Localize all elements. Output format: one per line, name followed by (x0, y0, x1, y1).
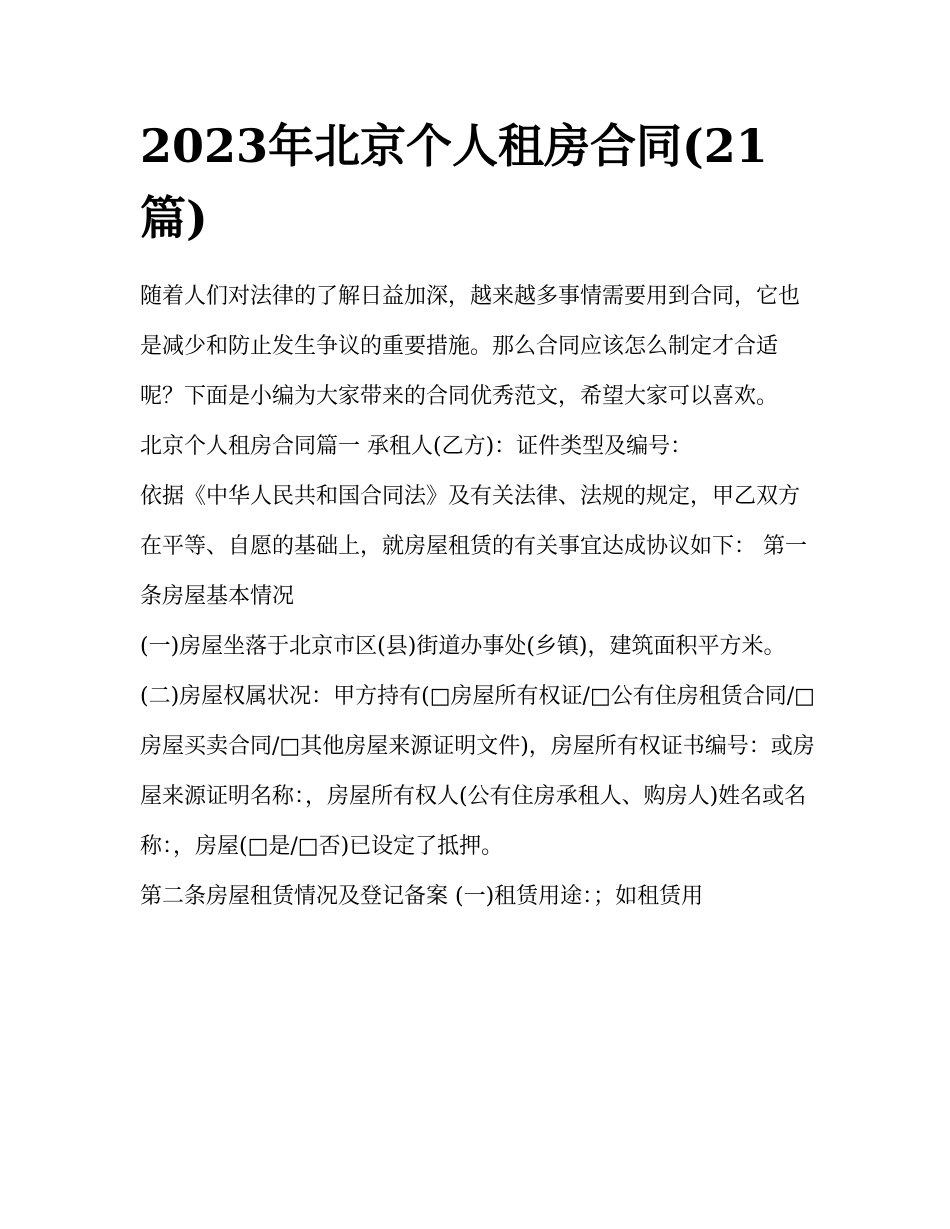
document-page (140, 110, 820, 922)
house-location-paragraph: (一)房屋坐落于北京市区(县)街道办事处(乡镇)，建筑面积平方米。 (140, 634, 786, 659)
contract-heading-paragraph: 北京个人租房合同篇一 承租人(乙方)：证件类型及编号： (140, 434, 693, 459)
intro-paragraph: 随着人们对法律的了解日益加深，越来越多事情需要用到合同，它也是减少和防止发生争议的重要措施。那么合同应该怎么制定才合适呢？下面是小编为大家带来的合同优秀范文，希望大家可以喜欢。 (140, 284, 801, 409)
lease-registration-paragraph: 第二条房屋租赁情况及登记备案 (一)租赁用途：；如租赁用 (140, 884, 704, 909)
legal-basis-paragraph: 依据《中华人民共和国合同法》及有关法律、法规的规定，甲乙双方在平等、自愿的基础上，就房屋租赁的有关事宜达成协议如下： 第一条房屋基本情况 (140, 484, 807, 609)
ownership-paragraph: (二)房屋权属状况：甲方持有(□房屋所有权证/□公有住房租赁合同/□房屋买卖合同/□其他房屋来源证明文件)，房屋所有权证书编号：或房屋来源证明名称：，房屋所有权人(公有住房承租人、购房人)姓名或名称：，房屋(□是/□否)已设定了抵押。 (140, 684, 815, 859)
document-title: 2023年北京个人租房合同(21篇) (140, 119, 768, 245)
